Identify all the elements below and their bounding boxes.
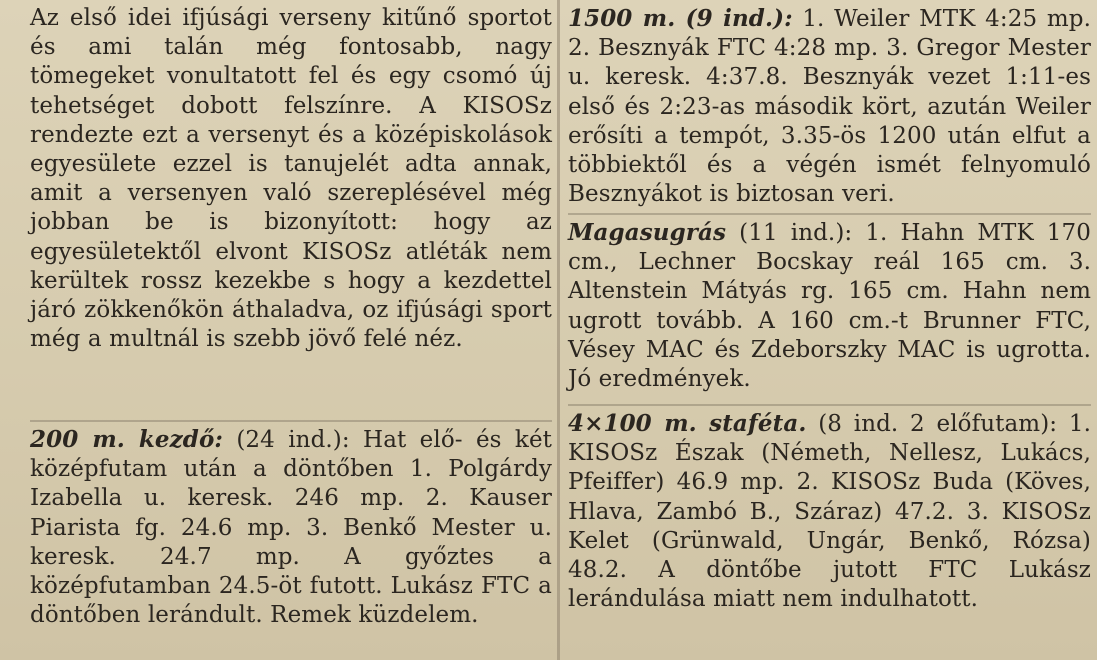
relay-text: (8 ind. 2 előfutam): 1. KISOSz Észak (Németh, Nellesz, Lukács, Pfeiffer) 46.9 mp. 2. KISOSz Buda (Köves, Hlava, Zambó B., Száraz) 47.2. 3. KISOSz Kelet (Grünwald, Ungár, Benkő, Rózsa) 48.2. A döntőbe jutott FTC Lukász lerándulása miatt nem indulhatott. [568, 411, 1091, 613]
200m-text: (24 ind.): Hat elő- és két középfutam után a döntőben 1. Polgárdy Izabella u. keresk. 246 mp. 2. Kauser Piarista fg. 24.6 mp. 3. Benkő Mester u. keresk. 24.7 mp. A győztes a középfutamban 24.5-öt futott. Lukász FTC a döntőben lerándult. Remek küzdelem. [30, 427, 552, 629]
relay-paragraph [568, 409, 1091, 614]
high-jump-text: (11 ind.): 1. Hahn MTK 170 cm., Lechner Bocskay reál 165 cm. 3. Altenstein Mátyás rg. 165 cm. Hahn nem ugrott tovább. A 160 cm.-t Brunner FTC, Vésey MAC és Zdeborszky MAC is ugrotta. Jó eredmények. [568, 220, 1091, 393]
high-jump-paragraph [568, 218, 1091, 401]
high-jump-heading: Magasugrás [568, 219, 727, 246]
right-column [562, 0, 1097, 660]
intro-paragraph [30, 4, 552, 417]
paragraph-divider [30, 420, 552, 422]
intro-text: Az első idei ifjúsági verseny kitűnő sportot és ami talán még fontosabb, nagy tömegeket vonultatott fel és egy csomó új tehetséget dobott felszínre. A KISOSz rendezte ezt a versenyt és a középiskolások egyesülete ezzel is tanujelét adta annak, amit a versenyen való szereplésével még jobban be is bizonyított: hogy az egyesületektől elvont KISOSz atléták nem kerültek rossz kezekbe s hogy a kezdettel járó zökkenőkön áthaladva, oz ifjúsági sport még a multnál is szebb jövő felé néz. [30, 5, 552, 353]
200m-result-paragraph [30, 425, 552, 630]
column-divider [557, 0, 560, 660]
1500m-heading: 1500 m. (9 ind.): [568, 5, 793, 32]
relay-heading: 4×100 m. staféta. [568, 410, 807, 437]
1500m-result-paragraph [568, 4, 1091, 210]
paragraph-divider [568, 213, 1091, 215]
1500m-text: 1. Weiler MTK 4:25 mp. 2. Besznyák FTC 4:28 mp. 3. Gregor Mester u. keresk. 4:37.8. Besznyák vezet 1:11-es első és 2:23-as második kört, azután Weiler erősíti a tempót, 3.35-ös 1200 után elfut a többiektől és a végén ismét felnyomuló Besznyákot is biztosan veri. [568, 6, 1091, 208]
200m-heading: 200 m. kezdő: [30, 426, 224, 453]
paragraph-divider [568, 404, 1091, 406]
